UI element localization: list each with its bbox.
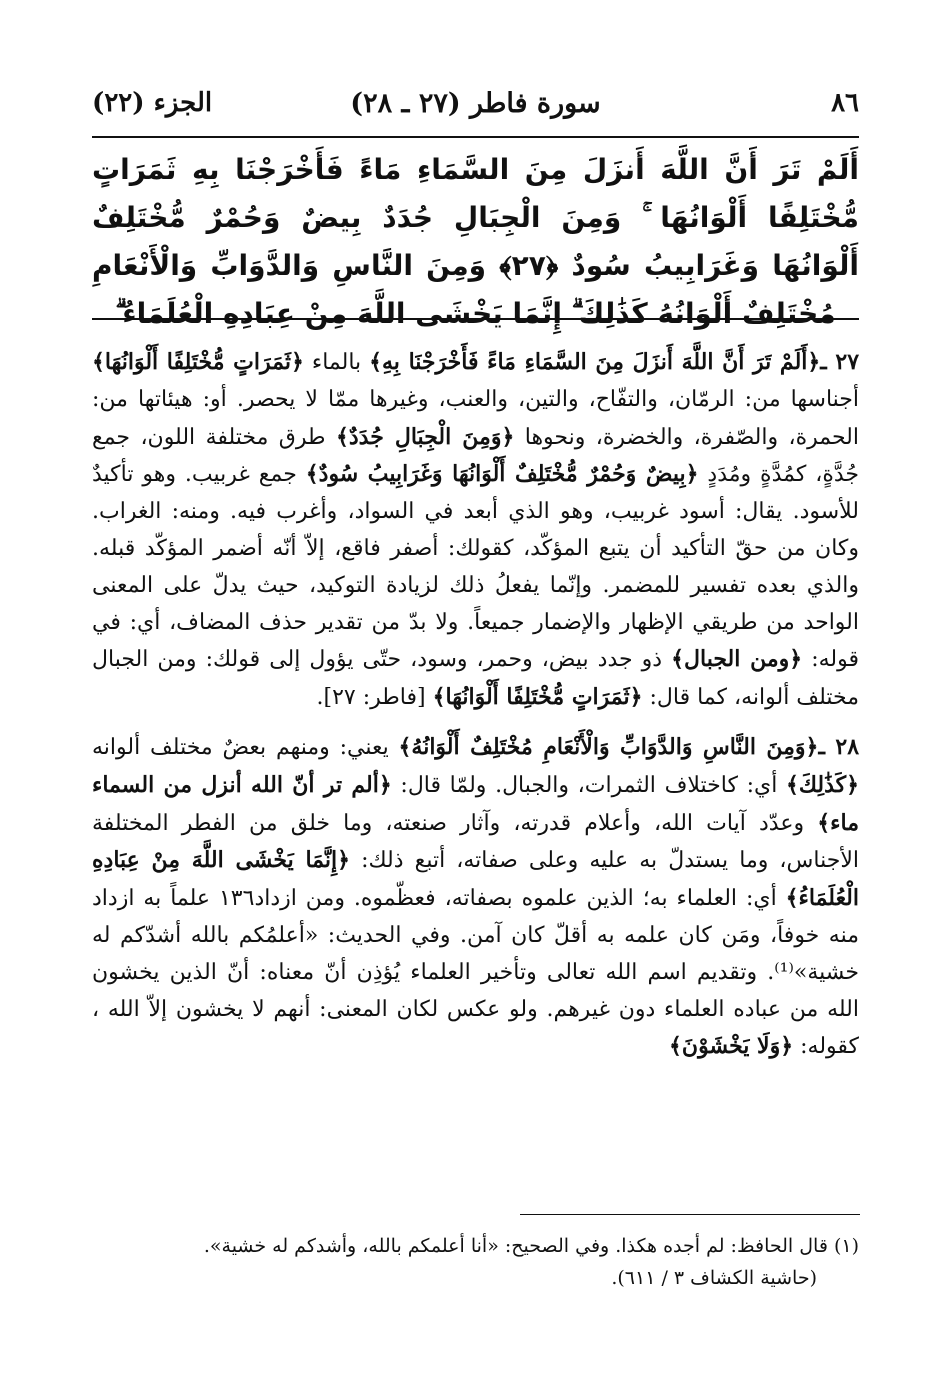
commentary-text: وعدّد آيات الله، وأعلام قدرته، وآثار صنعته، وما خلق من الفطر المختلفة الأجناس، وما يستدلّ به عليه وعلى صفاته، أتبع ذلك: (92, 810, 859, 874)
quote: ﴿ألم تر أنّ الله أنزل من السماء ماء﴾ (92, 771, 859, 836)
commentary-paragraph-27 (92, 344, 859, 717)
juz-label: الجزء (٢٢) (92, 88, 213, 118)
quote: ﴿بِيضٌ وَحُمْرٌ مُّخْتَلِفٌ أَلْوَانُهَا وَغَرَابِيبُ سُودٌ﴾ (305, 461, 699, 488)
quote: ﴿وَمِنَ النَّاسِ وَالدَّوَابِّ وَالْأَنْعَامِ مُخْتَلِفٌ أَلْوَانُهُ﴾ (398, 733, 819, 760)
verses-divider (92, 318, 859, 320)
commentary (92, 344, 859, 1066)
footnote (92, 1230, 859, 1294)
footnote-divider (520, 1214, 860, 1215)
running-header (92, 84, 859, 126)
quote: ﴿وَلَا يَخْشَوْنَ﴾ (669, 1033, 794, 1060)
quote: ﴿أَلَمْ تَرَ أَنَّ اللَّهَ أَنزَلَ مِنَ السَّمَاءِ مَاءً فَأَخْرَجْنَا بِهِ﴾ (369, 349, 821, 375)
commentary-text: ذو جدد بيض، وحمر، وسود، حتّى يؤول إلى قولك: ومن الجبال مختلف ألوانه، كما قال: (92, 647, 859, 711)
commentary-text: أي: العلماء به؛ الذين علموه بصفاته، فعظّموه. ومن ازداد١٣٦ علماً به ازداد منه خوفاً، ومَن كان علمه به أقلّ كان آمن. وفي الحديث: «أعلمُكم بالله أشدّكم له خشية»⁽¹⁾. وتقديم اسم الله تعالى وتأخير العلماء يُؤذِن أنّ معناه: أنّ الذين يخشون الله من عباده العلماء دون غيرهم. ولو عكس لكان المعنى: أنهم لا يخشون إلاّ الله ، كقوله: (92, 886, 859, 1060)
commentary-text: طرق مختلفة اللون، جمع جُدَّةٍ، كمُدَّةٍ ومُدَدٍ (92, 424, 860, 488)
commentary-text: [فاطر: ٢٧]. (316, 685, 433, 711)
commentary-text: يعني: ومنهم بعضٌ مختلف ألوانه (92, 734, 399, 760)
quote: ﴿كَذَٰلِكَ﴾ (785, 771, 860, 798)
quote: ﴿إِنَّمَا يَخْشَى اللَّهَ مِنْ عِبَادِهِ الْعُلَمَاءُ﴾ (92, 847, 859, 912)
quote: ﴿ثَمَرَاتٍ مُّخْتَلِفًا أَلْوَانُهَا﴾ (92, 349, 304, 375)
verse-number: ٢٧ ـ (820, 349, 860, 375)
page-number: ٨٦ (831, 88, 859, 118)
footnote-line: (حاشية الكشاف ٣ / ٦١١). (611, 1267, 817, 1289)
commentary-paragraph-28 (92, 729, 859, 1066)
commentary-text: جمع غربيب. وهو تأكيدٌ للأسود. يقال: أسود غربيب، وهو الذي أبعد في السواد، وأغرب فيه. ومنه: الغراب. وكان من حقّ التأكيد أن يتبع المؤكّد، كقولك: أصفر فاقع، إلاّ أنّه أضمر المؤكّد قبله. والذي بعده تفسير للمضمر. وإنّما يفعلُ ذلك لزيادة التوكيد، حيث يدلّ على المعنى الواحد من طريقي الإظهار والإضمار جميعاً. ولا بدّ من تقدير حذف المضاف، أي: في قوله: (92, 462, 859, 673)
verse-number: ٢٨ ـ (818, 733, 860, 760)
header-divider (92, 136, 859, 138)
quote: ﴿ثَمَرَاتٍ مُّخْتَلِفًا أَلْوَانُهَا﴾ (432, 684, 643, 711)
quote: ﴿وَمِنَ الْجِبَالِ جُدَدٌ﴾ (335, 423, 515, 450)
footnote-line: (١) قال الحافظ: لم أجده هكذا. وفي الصحيح: «أنا أعلمكم بالله، وأشدكم له خشية». (203, 1235, 859, 1257)
surah-title: سورة فاطر (٢٧ ـ ٢٨) (350, 88, 601, 119)
commentary-text: أي: كاختلاف الثمرات، والجبال. ولمّا قال: (391, 772, 786, 798)
commentary-text: أجناسها من: الرمّان، والتفّاح، والتين، والعنب، وغيرها ممّا لا يحصر. أو: هيئاتها من: الحمرة، والصّفرة، والخضرة، ونحوها (92, 386, 860, 450)
quote: ﴿ومن الجبال﴾ (671, 646, 803, 673)
commentary-text: بالماء (303, 350, 370, 375)
quran-verses: أَلَمْ تَرَ أَنَّ اللَّهَ أَنزَلَ مِنَ السَّمَاءِ مَاءً فَأَخْرَجْنَا بِهِ ثَمَرَاتٍ مُّخْتَلِفًا أَلْوَانُهَا ۚ وَمِنَ الْجِبَالِ جُدَدٌ بِيضٌ وَحُمْرٌ مُّخْتَلِفٌ أَلْوَانُهَا وَغَرَابِيبُ سُودٌ ﴿٢٧﴾ وَمِنَ النَّاسِ وَالدَّوَابِّ وَالْأَنْعَامِ مُخْتَلِفٌ أَلْوَانُهُ كَذَٰلِكَ ۗ إِنَّمَا يَخْشَى اللَّهَ مِنْ عِبَادِهِ الْعُلَمَاءُ ۗ (92, 153, 859, 330)
